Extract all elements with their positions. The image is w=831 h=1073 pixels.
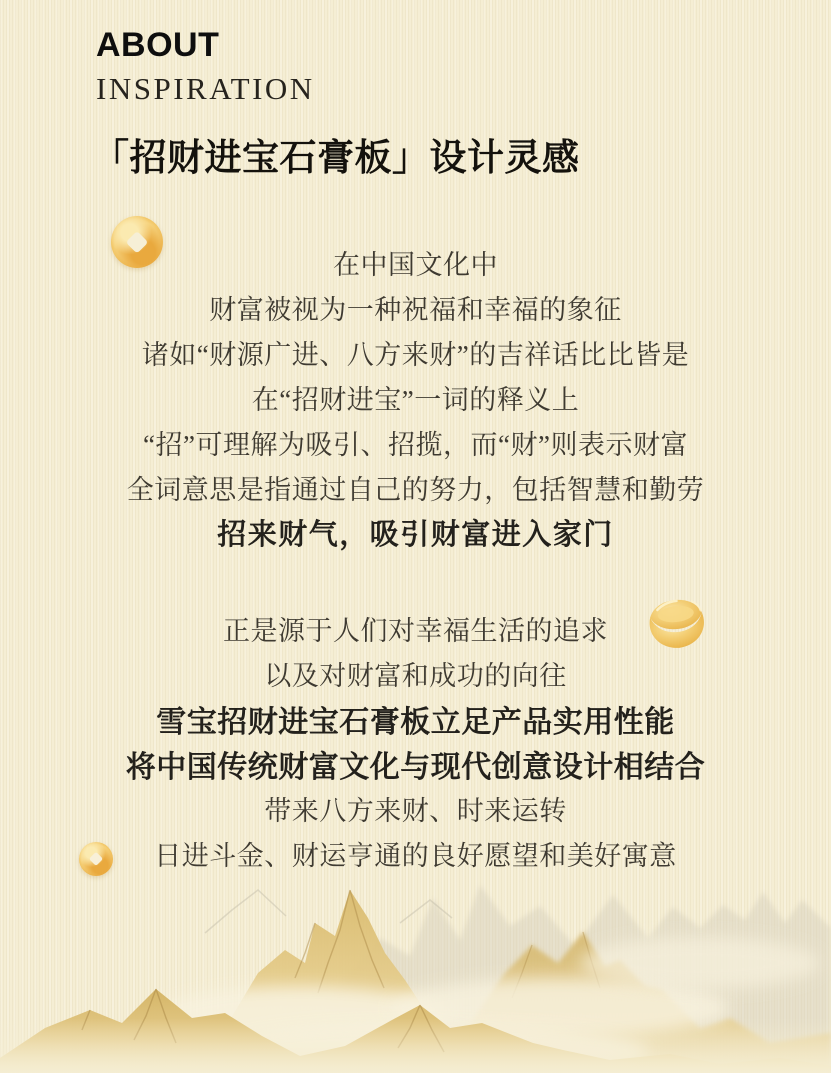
mountains-illustration bbox=[0, 868, 831, 1073]
text-line: 在“招财进宝”一词的释义上 bbox=[251, 385, 580, 415]
text-line-emphasis: 雪宝招财进宝石膏板立足产品实用性能 bbox=[156, 705, 675, 739]
text-line-emphasis: 将中国传统财富文化与现代创意设计相结合 bbox=[125, 750, 706, 784]
paragraph-product-wish bbox=[0, 606, 831, 876]
text-line: 带来八方来财、时来运转 bbox=[264, 796, 567, 826]
text-line: 正是源于人们对幸福生活的追求 bbox=[223, 616, 608, 646]
text-line-emphasis: 招来财气，吸引财富进入家门 bbox=[217, 519, 614, 551]
kicker-inspiration: INSPIRATION bbox=[96, 71, 315, 106]
text-line: “招”可理解为吸引、招揽，而“财”则表示财富 bbox=[143, 430, 688, 460]
kicker-about: ABOUT bbox=[96, 26, 220, 64]
text-line: 全词意思是指通过自己的努力，包括智慧和勤劳 bbox=[126, 475, 705, 505]
text-line: 诸如“财源广进、八方来财”的吉祥话比比皆是 bbox=[141, 340, 690, 370]
text-line: 财富被视为一种祝福和幸福的象征 bbox=[209, 295, 622, 325]
text-line: 在中国文化中 bbox=[333, 250, 498, 280]
page-title: 「招财进宝石膏板」设计灵感 bbox=[92, 138, 580, 179]
paragraph-culture-meaning bbox=[0, 240, 831, 555]
text-line: 以及对财富和成功的向往 bbox=[264, 661, 567, 691]
bottom-fade bbox=[0, 1018, 831, 1073]
text-line: 日进斗金、财运亨通的良好愿望和美好寓意 bbox=[154, 841, 677, 871]
